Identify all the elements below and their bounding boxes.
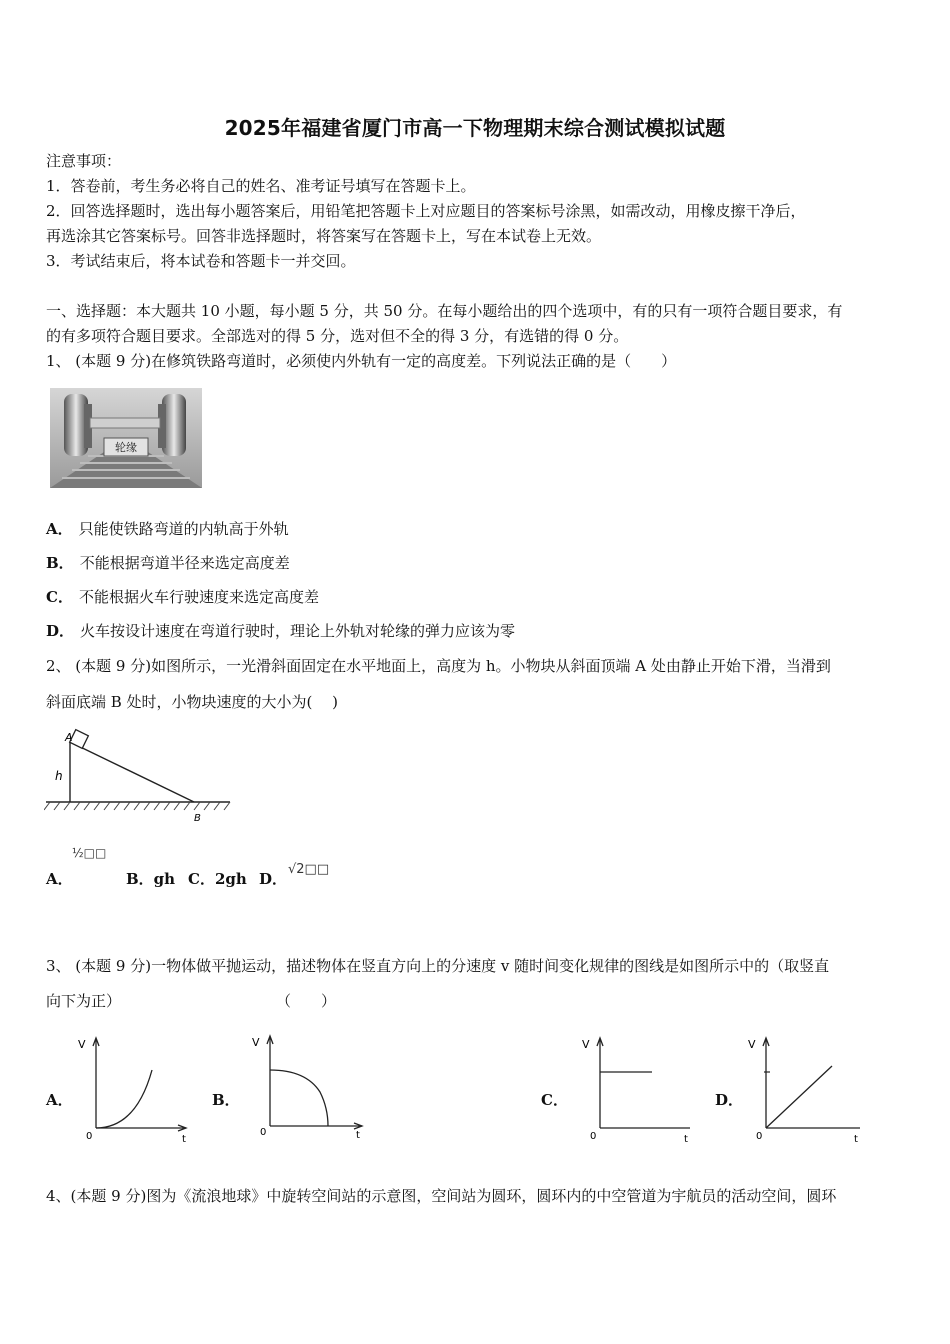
svg-text:0: 0 bbox=[590, 1131, 597, 1142]
notice-heading: 注意事项： bbox=[46, 152, 122, 170]
q1-stem: 1、 (本题 9 分)在修筑铁路弯道时，必须使内外轨有一定的高度差。下列说法正确的是（ ） bbox=[46, 352, 677, 370]
q1-wheel-image bbox=[50, 388, 202, 488]
section-intro-2: 的有多项符合题目要求。全部选对的得 5 分，选对但不全的得 3 分，有选错的得 0 分。 bbox=[46, 327, 629, 345]
q1-option-c: C． 不能根据火车行驶速度来选定高度差 bbox=[46, 588, 319, 606]
svg-text:V: V bbox=[252, 1036, 260, 1049]
q3-stem-1: 3、 (本题 9 分)一物体做平抛运动，描述物体在竖直方向上的分速度 v 随时间变化规律的图线是如图所示中的（取竖直 bbox=[46, 957, 830, 975]
q2-option-a-value: ½□□ bbox=[72, 846, 107, 860]
svg-text:0: 0 bbox=[756, 1131, 763, 1142]
q2-incline-figure bbox=[44, 728, 232, 824]
q1-image-label: 轮缘 bbox=[115, 441, 137, 454]
svg-text:t: t bbox=[684, 1134, 688, 1144]
q3-graph-c bbox=[578, 1032, 698, 1144]
q3-graph-b bbox=[248, 1030, 368, 1142]
svg-text:0: 0 bbox=[86, 1131, 93, 1142]
q3-option-b-letter: B． bbox=[212, 1091, 240, 1109]
q4-stem: 4、(本题 9 分)图为《流浪地球》中旋转空间站的示意图，空间站为圆环，圆环内的中空管道为宇航员的活动空间，圆环 bbox=[46, 1187, 837, 1205]
q2-option-c: C．2gh bbox=[188, 870, 247, 888]
svg-text:B: B bbox=[194, 813, 201, 824]
q2-option-a-letter: A． bbox=[46, 870, 73, 888]
q2-option-b: B．gh bbox=[126, 870, 176, 888]
q3-option-c-letter: C． bbox=[541, 1091, 568, 1109]
q3-graph-a bbox=[74, 1032, 194, 1144]
svg-text:t: t bbox=[356, 1130, 360, 1141]
q1-option-a: A． 只能使铁路弯道的内轨高于外轨 bbox=[46, 520, 289, 538]
q2-stem-1: 2、 (本题 9 分)如图所示，一光滑斜面固定在水平地面上，高度为 h。小物块从斜面顶端 A 处由静止开始下滑，当滑到 bbox=[46, 657, 831, 675]
svg-text:V: V bbox=[78, 1038, 86, 1051]
svg-text:A: A bbox=[65, 731, 73, 744]
svg-text:V: V bbox=[582, 1038, 590, 1051]
notice-item-2-cont: 再选涂其它答案标号。回答非选择题时，将答案写在答题卡上，写在本试卷上无效。 bbox=[46, 227, 602, 245]
q1-option-b: B． 不能根据弯道半径来选定高度差 bbox=[46, 554, 290, 572]
q3-option-d-letter: D． bbox=[715, 1091, 744, 1109]
section-intro-1: 一、选择题：本大题共 10 小题，每小题 5 分，共 50 分。在每小题给出的四个选项中，有的只有一项符合题目要求，有 bbox=[46, 302, 843, 320]
notice-item-2: 2．回答选择题时，选出每小题答案后，用铅笔把答题卡上对应题目的答案标号涂黑，如需改动，用橡皮擦干净后， bbox=[46, 202, 806, 220]
svg-text:V: V bbox=[748, 1038, 756, 1051]
q2-option-d-value: √2□□ bbox=[288, 862, 330, 877]
q3-graph-d bbox=[744, 1032, 870, 1144]
q3-stem-2: 向下为正） bbox=[46, 992, 122, 1010]
svg-text:t: t bbox=[182, 1134, 186, 1144]
svg-text:h: h bbox=[55, 769, 63, 783]
notice-item-3: 3．考试结束后，将本试卷和答题卡一并交回。 bbox=[46, 252, 356, 270]
q2-stem-2: 斜面底端 B 处时，小物块速度的大小为( ) bbox=[46, 693, 339, 711]
page-title: 2025年福建省厦门市高一下物理期末综合测试模拟试题 bbox=[224, 116, 726, 140]
svg-text:t: t bbox=[854, 1134, 858, 1144]
q3-answer-paren: （ ） bbox=[276, 992, 337, 1010]
q1-option-d: D． 火车按设计速度在弯道行驶时，理论上外轨对轮缘的弹力应该为零 bbox=[46, 622, 516, 640]
q3-option-a-letter: A． bbox=[46, 1091, 73, 1109]
q2-option-d-letter: D． bbox=[259, 870, 288, 888]
notice-item-1: 1．答卷前，考生务必将自己的姓名、准考证号填写在答题卡上。 bbox=[46, 177, 476, 195]
svg-text:0: 0 bbox=[260, 1127, 267, 1138]
